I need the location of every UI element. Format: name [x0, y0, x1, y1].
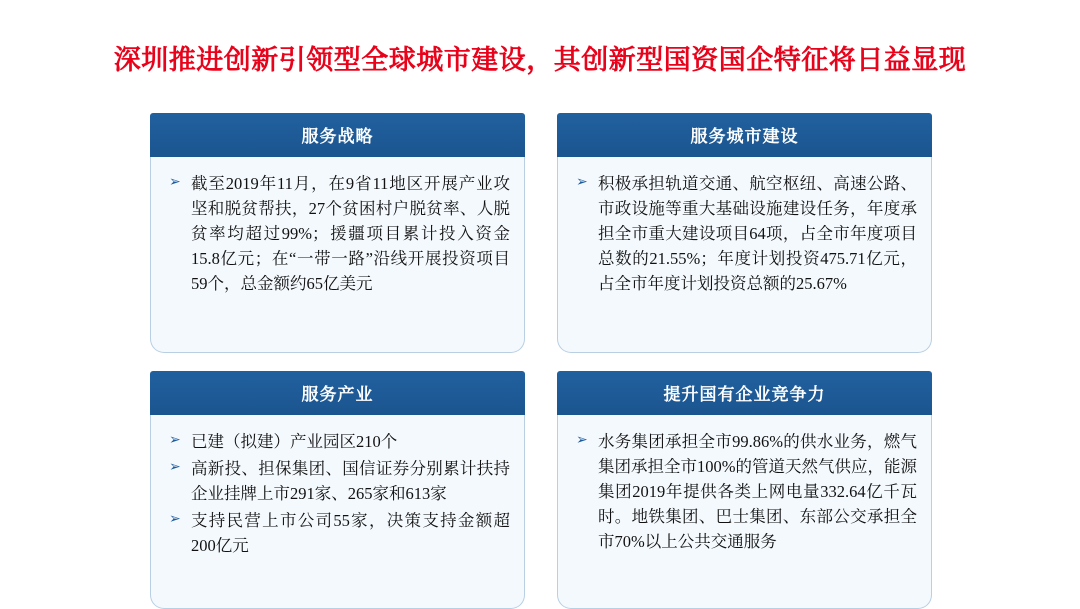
- card-body-enhance-soe-competitiveness: [557, 415, 932, 609]
- list-item: [167, 508, 510, 558]
- arrow-bullet-icon: ➢: [576, 433, 588, 448]
- list-item: [167, 171, 510, 296]
- card-row-bottom: [150, 371, 932, 609]
- list-item-text: 水务集团承担全市99.86%的供水业务，燃气集团承担全市100%的管道天然气供应，能源集团2019年提供各类上网电量332.64亿千瓦时。地铁集团、巴士集团、东部公交承担全市70%以上公共交通服务: [598, 432, 917, 552]
- bullet-list: [167, 429, 510, 558]
- card-grid: [150, 113, 932, 609]
- card-row-top: [150, 113, 932, 353]
- list-item-text: 高新投、担保集团、国信证券分别累计扶持企业挂牌上市291家、265家和613家: [191, 459, 510, 504]
- card-header-service-strategy: 服务战略: [150, 113, 525, 157]
- card-header-service-city-construction: 服务城市建设: [557, 113, 932, 157]
- bullet-list: [574, 429, 917, 554]
- list-item-text: 已建（拟建）产业园区210个: [191, 432, 398, 451]
- card-enhance-soe-competitiveness: [557, 371, 932, 609]
- card-service-city-construction: [557, 113, 932, 353]
- list-item: [574, 429, 917, 554]
- card-service-industry: [150, 371, 525, 609]
- list-item-text: 截至2019年11月，在9省11地区开展产业攻坚和脱贫帮扶，27个贫困村户脱贫率、人脱贫率均超过99%；援疆项目累计投入资金15.8亿元；在“一带一路”沿线开展投资项目59个，总金额约65亿美元: [191, 174, 510, 294]
- arrow-bullet-icon: ➢: [169, 460, 181, 476]
- bullet-list: [574, 171, 917, 296]
- page-title: 深圳推进创新引领型全球城市建设，其创新型国资国企特征将日益显现: [113, 45, 967, 75]
- arrow-bullet-icon: ➢: [169, 512, 181, 528]
- list-item-text: 支持民营上市公司55家，决策支持金额超200亿元: [191, 511, 510, 556]
- card-service-strategy: [150, 113, 525, 353]
- card-body-service-strategy: [150, 157, 525, 353]
- bullet-list: [167, 171, 510, 296]
- arrow-bullet-icon: ➢: [169, 175, 181, 190]
- list-item: [574, 171, 917, 296]
- list-item-text: 积极承担轨道交通、航空枢纽、高速公路、市政设施等重大基础设施建设任务，年度承担全市重大建设项目64项，占全市年度项目总数的21.55%；年度计划投资475.71亿元，占全市年度计划投资总额的25.67%: [598, 174, 917, 294]
- list-item: [167, 456, 510, 506]
- arrow-bullet-icon: ➢: [169, 433, 181, 448]
- list-item: [167, 429, 510, 454]
- card-body-service-city-construction: [557, 157, 932, 353]
- card-body-service-industry: [150, 415, 525, 609]
- card-header-enhance-soe-competitiveness: 提升国有企业竞争力: [557, 371, 932, 415]
- arrow-bullet-icon: ➢: [576, 175, 588, 190]
- card-header-service-industry: 服务产业: [150, 371, 525, 415]
